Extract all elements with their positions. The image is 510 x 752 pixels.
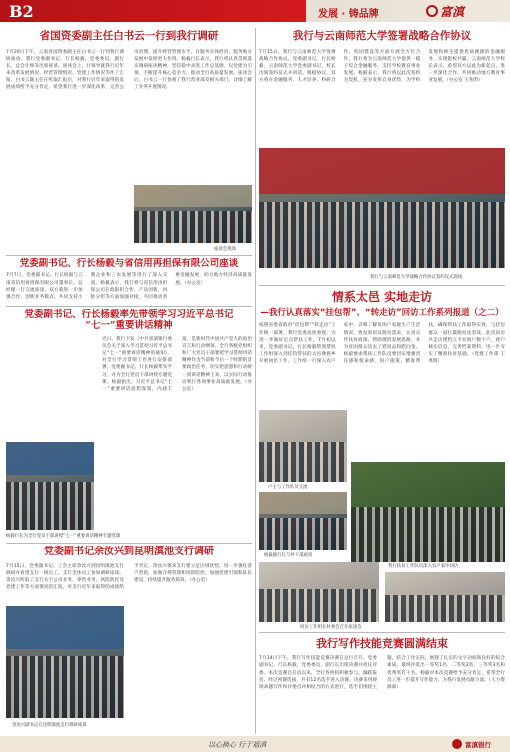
section-tag: 发展 · 铸品牌 (318, 9, 379, 20)
article-title: 情系太邑 实地走访 (331, 290, 433, 304)
article-title: 党委副书记、行长杨毅与省信用再担保有限公司座谈 (19, 258, 239, 269)
article-writing-contest (259, 635, 505, 734)
article-body: 7月15日，我行与云南师范大学签署战略合作协议。党委副书记、行长杨毅，云南师范大学党委副书记、校长出席签约仪式并讲话。根据协议，双方将在金融服务、人才培养、科研合作、校园建设等方面开展全方位合作，我行将为云南师范大学提供一揽子综合金融服务，支持学校教育事业发展。杨毅表示，我行将以此次签约为契机，充分发挥自身优势，为学校发展和师生提供优质便捷的金融服务，实现银校共赢。云南师范大学校长表示，希望双方以此为新起点，进一步深化合作，共同推动地方教育事业发展。（办公室 王兆明） (259, 49, 505, 84)
article-divider (259, 632, 505, 633)
brand-logo-icon (426, 5, 438, 17)
footer-slogan: 以心换心 行于福滇 (208, 741, 267, 749)
article-body: 7月14日下午，我行写作技能竞赛决赛在总行召开。党委副书记、行长杨毅，党委委员、副行长出席决赛并担任评委。本次竞赛自启动以来，全行各机构积极参与、踊跃报名，经过初赛选拔，共有12名选手进入决赛。决赛采用现场命题写作和评委点评相结合的方式进行，选手们围绕主题，结合工作实际，展现了扎实的文字功底和良好的综合素质。最终评选出一等奖1名、二等奖2名、三等奖3名和优秀奖若干名。杨毅对本次竞赛给予充分肯定，希望全行员工进一步提升写作能力，为我行发展贡献力量。（人力资源部） (259, 656, 505, 690)
article-body: 7月20日下午，云南省国资委副主任白书云一行到我行调研座谈。我行党委副书记、行长杨毅，党委委员、副行长、总会计师等出席座谈。座谈会上，行领导就我行近年来改革发展情况、经营管理情况、党建工作情况等作了汇报。白书云副主任在听取汇报后，对我行近年来取得的发展成绩给予充分肯定，希望我行进一步深化改革，完善公司治理，提升经营管理水平，在服务实体经济、服务地方发展中发挥更大作用。杨毅行长表示，我行将认真贯彻落实调研座谈精神，坚持稳中求进工作总基调，以党建为引领，不断提升核心竞争力，推动全行高质量发展。座谈会后，白书云一行参观了我行营业部及相关部门，详细了解了业务开展情况。 (6, 49, 252, 91)
article-divider (6, 306, 252, 307)
page-number: B2 (9, 2, 34, 21)
photo-caption: 余汝兴副书记在昆明滇池支行调研座谈 (12, 723, 87, 728)
visit-photo-5 (385, 572, 505, 622)
bank-logo-icon (452, 739, 462, 749)
visit-photo-2 (259, 492, 347, 550)
article-body: 7月7日，党委副书记、行长杨毅与云南省信用再担保有限公司董事长、总经理一行交流座谈。双方就进一步加强合作、创新业务模式、共同支持小微企业和三农发展等进行了深入交流。杨毅表示，我行将与省信用再担保公司在政银担合作、产品创新、风险分担等方面加强对接，共同推动普惠金融发展，助力地方经济高质量发展。（办公室） (6, 273, 252, 300)
article-title: 我行与云南师范大学签署战略合作协议 (292, 30, 472, 42)
visit-photo-3 (351, 462, 505, 562)
branch-visit-photo (6, 606, 124, 718)
photo-caption: 杨毅行长为全行党员干部讲授“七一”重要讲话精神专题党课 (6, 534, 121, 539)
column-divider (255, 28, 256, 734)
meeting-photo (134, 185, 252, 243)
article-credit-guarantee (6, 258, 252, 305)
article-body: 按照省委省政府“挂包帮”“转走访”工作统一部署，我行党委高度重视，为进一步做好定点帮扶工作，7月初以来，党委副书记、行长杨毅带领帮扶工作组深入到挂钩帮扶的太邑彝族乡开展回访工作。工作组一行深入农户家中，详细了解贫困户家庭生产生活情况、致贫原因及脱贫需求，认真宣传扶贫政策，帮助理清发展思路，并为贫困群众送去了慰问品和慰问金。杨毅要求帮扶工作队员要切实增强责任感和使命感，因户施策、精准帮扶，确保帮扶工作取得实效，与挂包群众一道打赢脱贫攻坚战。此次回访共走访建档立卡贫困户数十户，逐户核实信息、完善档案资料，进一步夯实了精准扶贫基础。（党群工作部 王兆明） (259, 323, 505, 365)
article-title: 我行写作技能竞赛圆满结束 (316, 637, 448, 650)
article-title: 党委副书记余汝兴到昆明滇池支行调研 (44, 546, 214, 557)
photo-caption: 回访工作组在村委会召开座谈会 (300, 625, 362, 630)
article-body: 近日，我行下发《中共富滇银行委员会关于深入学习贯彻习近平总书记“七一”重要讲话精神的通知》，对全行学习贯彻工作进行安排部署。党委副书记、行长杨毅带头学习，并为全行党员干部讲授专题党课。杨毅指出，习近平总书记“七一”重要讲话思想深邃、内涵丰富，是新时代中国共产党人的政治宣言和行动纲领。全行各级党组织和广大党员干部要把学习贯彻讲话精神作为当前和今后一个时期的首要政治任务，切实把思想和行动统一到讲话精神上来，以实际行动推动我行各项事业高质量发展。（办公室） (102, 336, 252, 392)
article-title: 省国资委副主任白书云一行到我行调研 (39, 30, 219, 42)
signing-ceremony-photo (259, 148, 505, 268)
article-divider (6, 543, 252, 544)
article-subtitle: “七一”重要讲话精神 (85, 320, 173, 332)
footer-bank-name: 富滇银行 (465, 741, 491, 749)
article-divider (6, 255, 252, 256)
photo-caption: 座谈会现场 (214, 247, 236, 252)
lecture-photo (6, 442, 94, 530)
article-body: 7月15日，党委副书记、工会主席余汝兴到昆明滇池支行调研并看望支行一线员工。支行全体员工参加调研座谈。余汝兴听取了支行关于公司业务、零售业务、风险防控及党建工作等方面情况的汇报，对支行近年来取得的成绩给予肯定。余汝兴要求支行要立足区域优势，进一步强化客户营销，加强合规管理和风险防控，加强党建引领和队伍建设，持续提升服务质效。（办公室） (6, 564, 252, 591)
visit-photo-4 (259, 562, 379, 622)
photo-caption: 杨毅副行长与村干部座谈 (264, 553, 313, 558)
photo-caption: 我行扶贫工作队员深入农户家中回访 (388, 564, 459, 569)
photo-caption: 户主与工作队员交流 (268, 485, 308, 490)
photo-caption: 我行与云南师范大学战略合作协议签约仪式现场 (370, 275, 463, 280)
article-kicker: —我行认真落实“挂包帮”、“转走访”回访工作系列报道（之二） (260, 308, 504, 319)
brand-title: 富滇 (440, 5, 465, 19)
visit-photo-1 (259, 410, 347, 482)
article-title: 党委副书记、行长杨毅率先带领学习习近平总书记 (24, 309, 234, 320)
article-divider (259, 285, 505, 286)
